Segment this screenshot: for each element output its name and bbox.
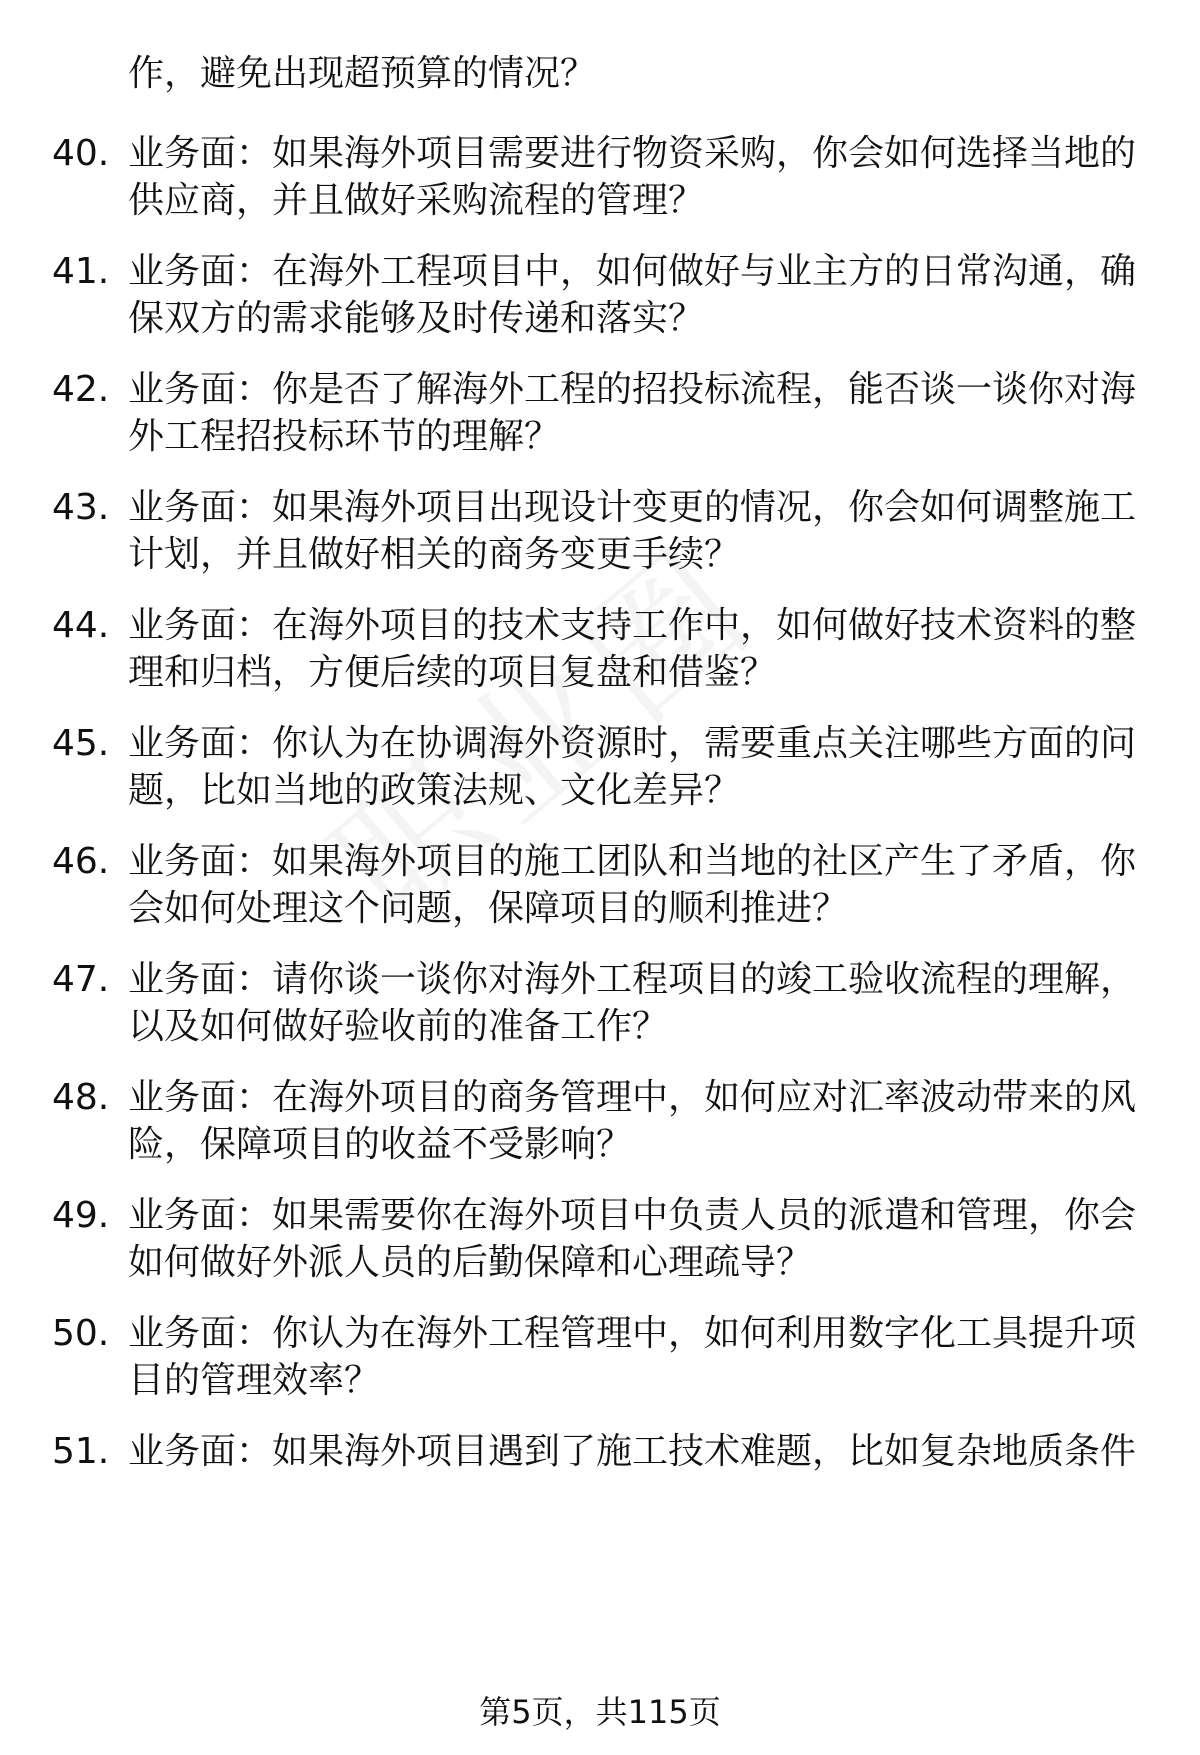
item-number: 47. bbox=[52, 959, 110, 1000]
item-text-line: 业务面：请你谈一谈你对海外工程项目的竣工验收流程的理解， bbox=[128, 959, 1137, 1000]
item-text-line: 目的管理效率？ bbox=[128, 1360, 381, 1401]
item-number: 41. bbox=[52, 251, 110, 292]
item-text-line: 业务面：如果海外项目出现设计变更的情况，你会如何调整施工 bbox=[128, 487, 1137, 528]
item-number: 42. bbox=[52, 369, 110, 410]
item-text-line: 题，比如当地的政策法规、文化差异？ bbox=[128, 770, 741, 811]
item-text-line: 以及如何做好验收前的准备工作？ bbox=[128, 1006, 669, 1047]
item-number: 40. bbox=[52, 133, 110, 174]
item-text-line: 计划，并且做好相关的商务变更手续？ bbox=[128, 534, 741, 575]
continued-line: 作，避免出现超预算的情况？ bbox=[128, 53, 597, 94]
item-text-line: 保双方的需求能够及时传递和落实？ bbox=[128, 298, 705, 339]
item-text-line: 业务面：如果需要你在海外项目中负责人员的派遣和管理，你会 bbox=[128, 1195, 1137, 1236]
page-footer: 第5页，共115页 bbox=[479, 1693, 721, 1731]
item-number: 44. bbox=[52, 605, 110, 646]
item-number: 49. bbox=[52, 1195, 110, 1236]
item-text-line: 业务面：你认为在协调海外资源时，需要重点关注哪些方面的问 bbox=[128, 723, 1137, 764]
item-text-line: 业务面：如果海外项目的施工团队和当地的社区产生了矛盾，你 bbox=[128, 841, 1137, 882]
item-text-line: 供应商，并且做好采购流程的管理？ bbox=[128, 180, 705, 221]
item-text-line: 理和归档，方便后续的项目复盘和借鉴？ bbox=[128, 652, 777, 693]
item-text-line: 业务面：如果海外项目需要进行物资采购，你会如何选择当地的 bbox=[128, 133, 1137, 174]
item-number: 48. bbox=[52, 1077, 110, 1118]
item-text-line: 险，保障项目的收益不受影响？ bbox=[128, 1124, 633, 1165]
item-number: 45. bbox=[52, 723, 110, 764]
item-number: 51. bbox=[52, 1431, 110, 1472]
item-number: 43. bbox=[52, 487, 110, 528]
item-number: 50. bbox=[52, 1313, 110, 1354]
item-text-line: 业务面：你是否了解海外工程的招投标流程，能否谈一谈你对海 bbox=[128, 369, 1137, 410]
item-number: 46. bbox=[52, 841, 110, 882]
item-text-line: 业务面：如果海外项目遇到了施工技术难题，比如复杂地质条件 bbox=[128, 1431, 1137, 1472]
item-text-line: 如何做好外派人员的后勤保障和心理疏导？ bbox=[128, 1242, 813, 1283]
item-text-line: 会如何处理这个问题，保障项目的顺利推进？ bbox=[128, 888, 849, 929]
item-text-line: 业务面：你认为在海外工程管理中，如何利用数字化工具提升项 bbox=[128, 1313, 1137, 1354]
item-text-line: 业务面：在海外项目的技术支持工作中，如何做好技术资料的整 bbox=[128, 605, 1137, 646]
item-text-line: 业务面：在海外项目的商务管理中，如何应对汇率波动带来的风 bbox=[128, 1077, 1137, 1118]
item-text-line: 外工程招投标环节的理解？ bbox=[128, 416, 561, 457]
item-text-line: 业务面：在海外工程项目中，如何做好与业主方的日常沟通，确 bbox=[128, 251, 1137, 292]
